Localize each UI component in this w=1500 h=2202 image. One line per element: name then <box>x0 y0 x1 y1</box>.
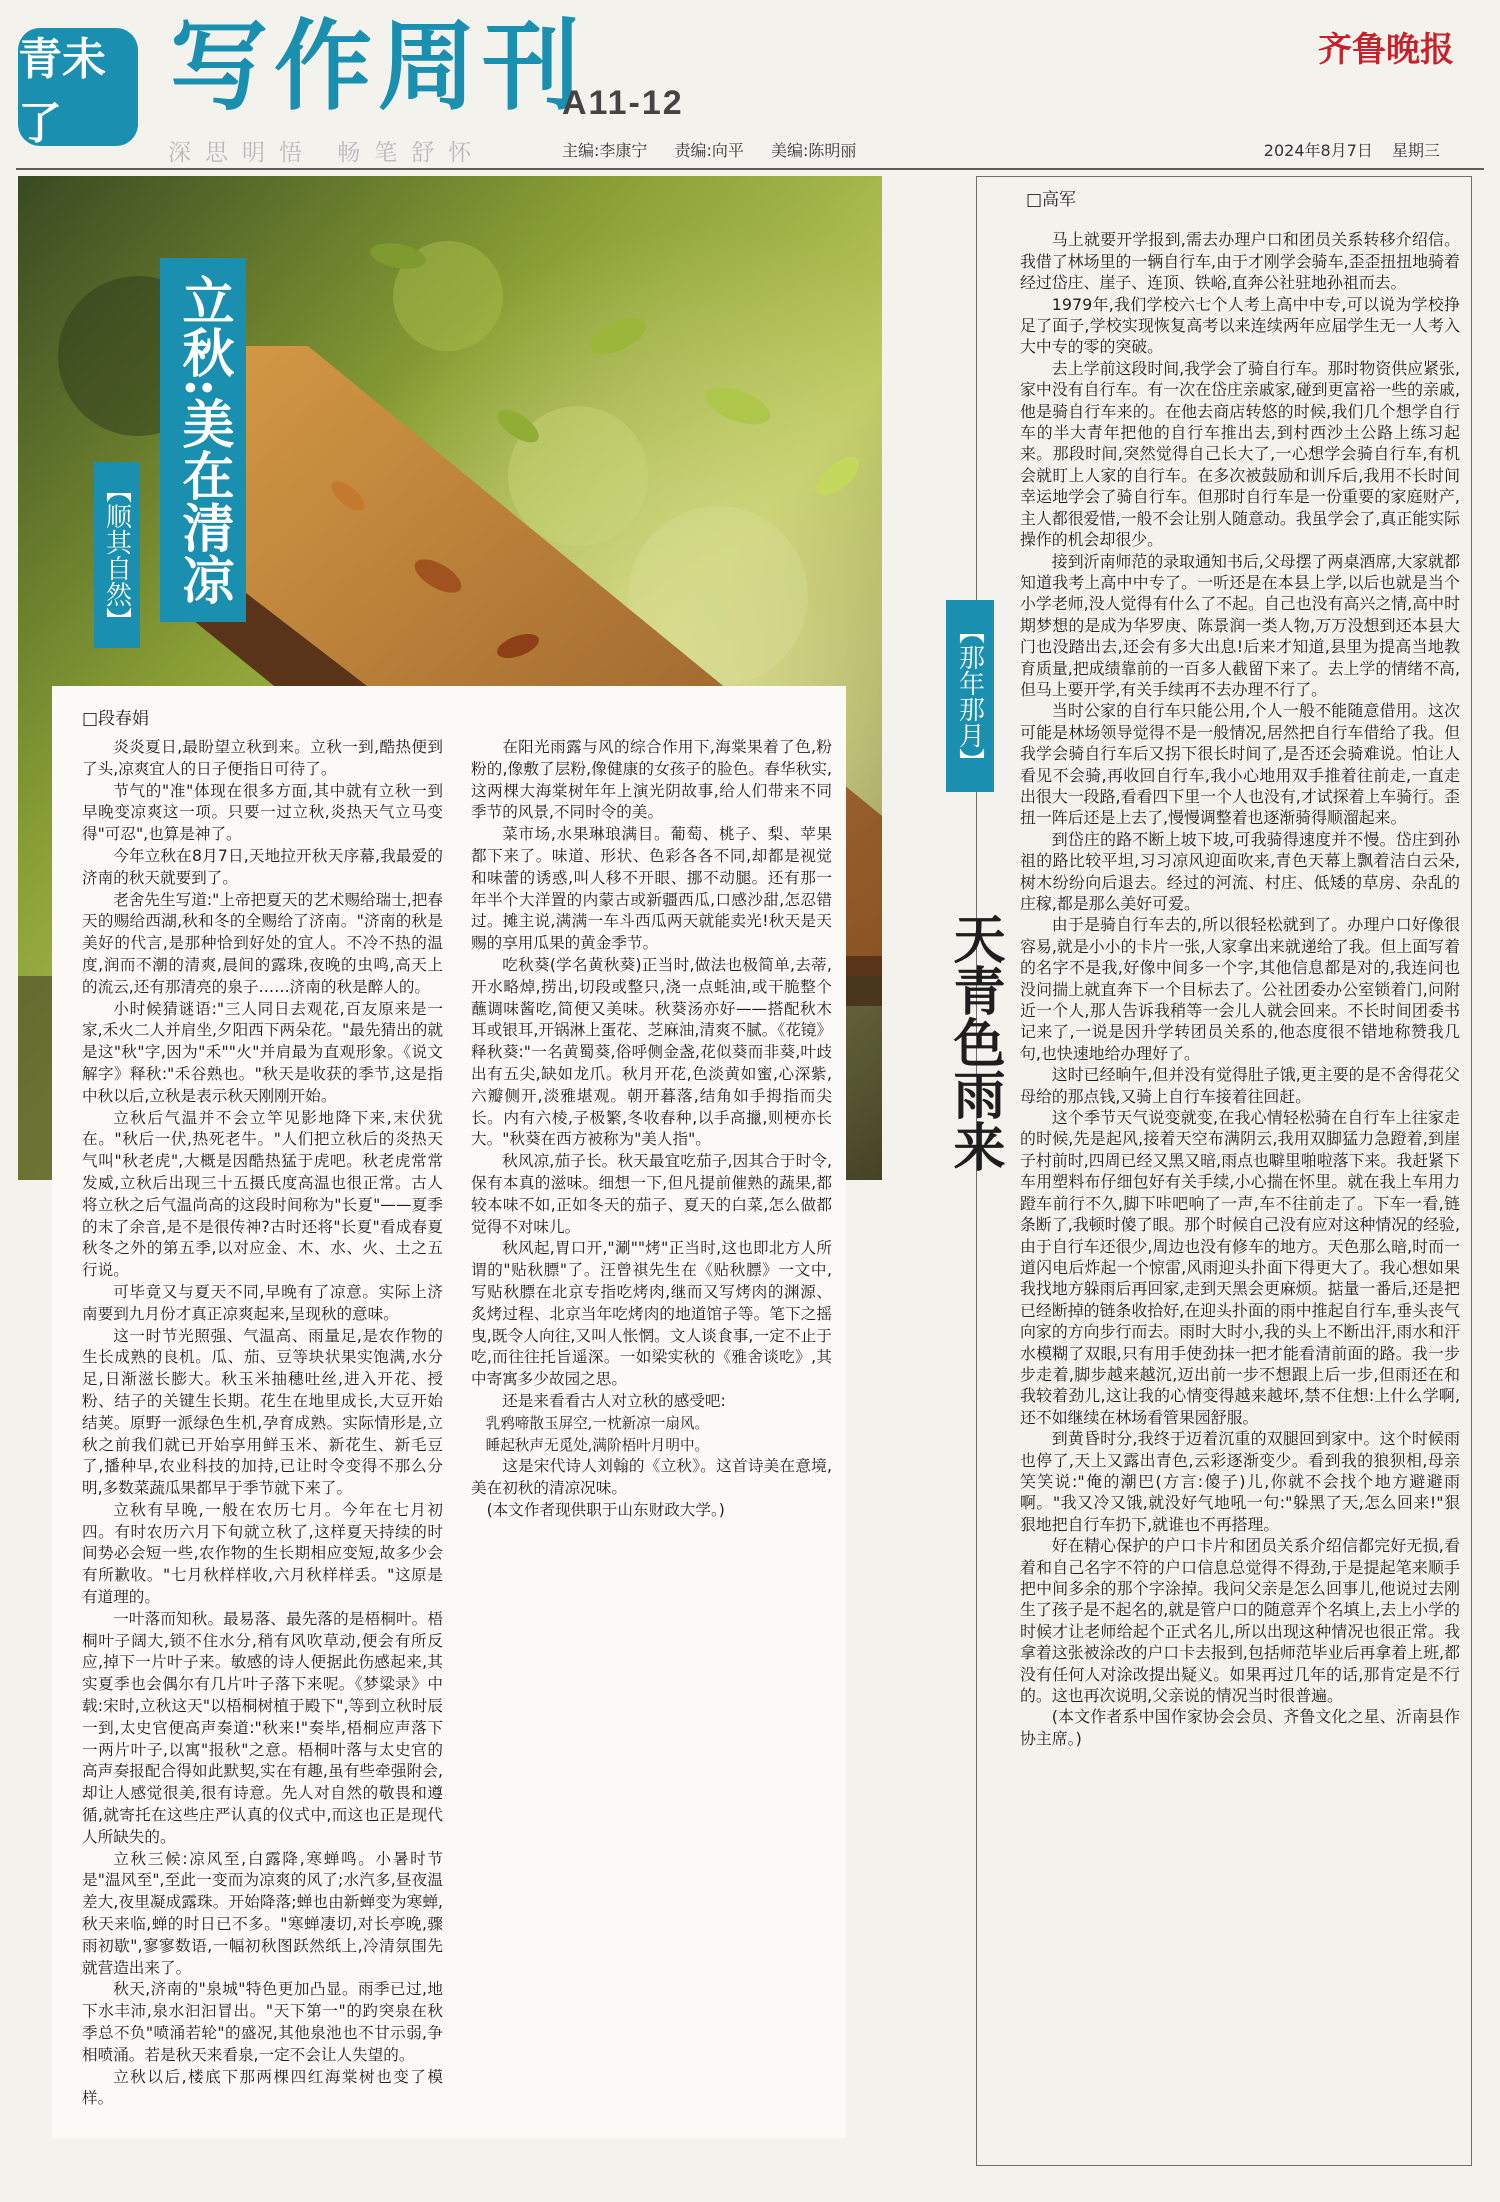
newspaper-name: 齐鲁晚报 <box>1318 30 1454 70</box>
paragraph: 节气的"准"体现在很多方面,其中就有立秋一到早晚变凉爽这一项。只要一过立秋,炎热天气立马变得"可忍",也算是神了。 <box>82 781 443 844</box>
paragraph: 今年立秋在8月7日,天地拉开秋天序幕,我最爱的济南的秋天就要到了。 <box>82 846 443 887</box>
paragraph: 菜市场,水果琳琅满目。葡萄、桃子、梨、苹果都下来了。味道、形状、色彩各各不同,却都是视觉和味蕾的诱惑,叫人移不开眼、挪不动腿。还有那一年半个大洋置的内蒙古或新疆西瓜,口感沙甜,怎忍错过。摊主说,满满一车斗西瓜两天就能卖光!秋天是天赐的享用瓜果的黄金季节。 <box>471 825 832 953</box>
paragraph: 这一时节光照强、气温高、雨量足,是农作物的生长成熟的良机。瓜、茄、豆等块状果实饱满,水分足,日渐滋长膨大。秋玉米抽穗吐丝,进入开花、授粉、结子的关键生长期。花生在地里成长,大豆开始结荚。原野一派绿色生机,孕育成熟。实际情形是,立秋之前我们就已开始享用鲜玉米、新花生、新毛豆了,播种早,农业科技的加持,已让时令变得不那么分明,多数菜蔬瓜果都早于季节就下来了。 <box>82 1326 443 1498</box>
paragraph: 由于是骑自行车去的,所以很轻松就到了。办理户口好像很容易,就是小小的卡片一张,人家拿出来就递给了我。但上面写着的名字不是我,好像中间多一个字,其他信息都是对的,我连问也没问揣上就直奔下一个目标去了。公社团委办公室锁着门,问附近一个人,那人告诉我稍等一会儿人就会回来。不长时间团委书记来了,一说是因升学转团员关系的,他态度很不错地称赞我几句,也快速地给办理好了。 <box>1020 915 1460 1063</box>
paragraph: 这时已经晌午,但并没有觉得肚子饿,更主要的是不舍得花父母给的那点钱,又骑上自行车接着往回赶。 <box>1020 1065 1460 1106</box>
paragraph: 立秋三候:凉风至,白露降,寒蝉鸣。小暑时节是"温风至",至此一变而为凉爽的风了;水汽多,昼夜温差大,夜里凝成露珠。开始降落;蝉也由新蝉变为寒蝉,秋天来临,蝉的时日已不多。"寒蝉凄切,对长亭晚,骤雨初歇",寥寥数语,一幅初秋图跃然纸上,冷清氛围先就营造出来了。 <box>82 1849 443 1977</box>
left-column-tag: 【顺其自然】 <box>94 462 140 648</box>
paragraph: 吃秋葵(学名黄秋葵)正当时,做法也极简单,去蒂,开水略焯,捞出,切段或整只,浇一点蚝油,或干脆整个蘸调味酱吃,简便又美味。秋葵汤亦好——搭配秋木耳或银耳,开锅淋上蛋花、芝麻油,清爽不腻。《花镜》释秋葵:"一名黄蜀葵,俗呼侧金盏,花似葵而非葵,叶歧出有五尖,缺如龙爪。秋月开花,色淡黄如蜜,心深紫,六瓣侧开,淡雅堪观。朝开暮落,结角如手拇指而尖长。内有六棱,子极繁,冬收春种,以手高擸,则梗亦长大。"秋葵在西方被称为"美人指"。 <box>471 955 832 1149</box>
left-article-body <box>82 737 832 2137</box>
left-article-byline: □段春娟 <box>82 709 150 729</box>
responsible-editor-credit: 责编:向平 <box>674 141 744 160</box>
paragraph: 秋风凉,茄子长。秋天最宜吃茄子,因其合于时令,保有本真的滋味。细想一下,但凡提前催熟的蔬果,都较本味不如,正如冬天的茄子、夏天的白菜,怎么做都觉得不对味儿。 <box>471 1152 832 1236</box>
right-article-title: 天青色雨来 <box>944 912 1005 1172</box>
paragraph: 到岱庄的路不断上坡下坡,可我骑得速度并不慢。岱庄到孙祖的路比较平坦,习习凉风迎面吹来,青色天幕上飘着洁白云朵,树木纷纷向后退去。经过的河流、村庄、低矮的草房、杂乱的庄稼,都是那么美好可爱。 <box>1020 829 1460 913</box>
paragraph: 好在精心保护的户口卡片和团员关系介绍信都完好无损,看着和自己名字不符的户口信息总觉得不得劲,于是提起笔来顺手把中间多余的那个字涂掉。我问父亲是怎么回事儿,他说过去刚生了孩子是不起名的,就是管户口的随意弄个名填上,去上小学的时候才让老师给起个正式名儿,所以出现这种情况也很正常。我拿着这张被涂改的户口卡去报到,包括师范毕业后再拿着上班,都没有任何人对涂改提出疑义。如果再过几年的话,那肯定是不行的。这也再次说明,父亲说的情况当时很普遍。 <box>1020 1536 1460 1706</box>
right-article <box>1020 190 1460 2160</box>
paragraph: 1979年,我们学校六七个人考上高中中专,可以说为学校挣足了面子,学校实现恢复高考以来连续两年应届学生无一人考入大中专的零的突破。 <box>1020 294 1460 357</box>
paragraph: 一叶落而知秋。最易落、最先落的是梧桐叶。梧桐叶子阔大,锁不住水分,稍有风吹草动,便会有所反应,掉下一片叶子来。敏感的诗人便据此伤感起来,其实夏季也会偶尔有几片叶子落下来呢。《梦粱录》中载:宋时,立秋这天"以梧桐树植于殿下",等到立秋时辰一到,太史官便高声奏道:"秋来!"奏毕,梧桐应声落下一两片叶子,以寓"报秋"之意。梧桐叶落与太史官的高声奏报配合得如此默契,实在有趣,虽有些牵强附会,却让人感觉很美,很有诗意。先人对自然的敬畏和遵循,就寄托在这些庄严认真的仪式中,而这也正是现代人所缺失的。 <box>82 1609 443 1846</box>
poem-line: 睡起秋声无觅处,满阶梧叶月明中。 <box>485 1436 710 1454</box>
paragraph: 小时候猜谜语:"三人同日去观花,百友原来是一家,禾火二人并肩坐,夕阳西下两朵花。"最先猜出的就是这"秋"字,因为"禾""火"并肩最为直观形象。《说文解字》释秋:"禾谷熟也。"秋天是收获的季节,这是指中秋以后,立秋是表示秋天刚刚开始。 <box>82 999 443 1105</box>
editor-credits <box>562 138 878 161</box>
paragraph: 马上就要开学报到,需去办理户口和团员关系转移介绍信。我借了林场里的一辆自行车,由于才刚学会骑车,歪歪扭扭地骑着经过岱庄、崖子、连顶、铁峪,直奔公社驻地孙祖而去。 <box>1020 230 1460 293</box>
paragraph: 立秋后气温并不会立竿见影地降下来,末伏犹在。"秋后一伏,热死老牛。"人们把立秋后的炎热天气叫"秋老虎",大概是因酷热猛于虎吧。秋老虎常常发威,立秋后出现三十五摄氏度高温也很正常。古人将立秋之后气温尚高的这段时间称为"长夏"——夏季的末了余音,是不是很传神?古时还将"长夏"看成春夏秋冬之外的第五季,以对应金、木、水、火、土之五行说。 <box>82 1108 443 1280</box>
editor-credit: 主编:李康宁 <box>562 141 648 160</box>
slogan: 深思明悟 畅笔舒怀 <box>168 140 486 166</box>
paragraph: 可毕竟又与夏天不同,早晚有了凉意。实际上济南要到九月份才真正凉爽起来,呈现秋的意味。 <box>82 1282 443 1323</box>
paragraph: 这个季节天气说变就变,在我心情轻松骑在自行车上往家走的时候,先是起风,接着天空布满阴云,我用双脚猛力急蹬着,到崖子村前时,四周已经又黑又暗,雨点也噼里啪啦落下来。我赶紧下车用塑料布仔细包好有关手续,小心揣在怀里。就在我上车用力蹬车前行不久,脚下咔吧响了一声,车不往前走了。下车一看,链条断了,我顿时傻了眼。那个时候自己没有应对这种情况的经验,由于自行车还很少,周边也没有修车的地方。天色那么暗,时而一道闪电后炸起一个惊雷,风雨迎头扑面下得更大了。我心想如果我找地方躲雨后再回家,走到天黑会更麻烦。掂量一番后,还是把已经断掉的链条收拾好,在迎头扑面的雨中推起自行车,垂头丧气向家的方向步行而去。雨时大时小,我的头上不断出汗,雨水和汗水模糊了双眼,只有用手使劲抹一把才能看清前面的路。我一步步走着,脚步越来越沉,迈出前一步不想跟上后一步,但雨还在和我较着劲儿,这让我的心情变得越来越坏,禁不住想:上什么学啊,还不如继续在林场看管果园舒服。 <box>1020 1108 1460 1427</box>
paragraph: 接到沂南师范的录取通知书后,父母摆了两桌酒席,大家就都知道我考上高中中专了。一听还是在本县上学,以后也就是当个小学老师,没人觉得有什么了不起。自己也没有高兴之情,高中时期梦想的是成为华罗庚、陈景润一类人物,万万没想到还本县大门也没踏出去,还会有多大出息!后来才知道,县里为提高当地教育质量,把成绩靠前的一百多人截留下来了。去上学的情绪不高,但马上要开学,有关手续再不去办理不行了。 <box>1020 551 1460 699</box>
page-title: 写作周刊 <box>170 10 587 124</box>
paragraph: 秋风起,胃口开,"涮""烤"正当时,这也即北方人所谓的"贴秋膘"了。汪曾祺先生在《贴秋膘》一文中,写贴秋膘在北京专指吃烤肉,继而又写烤肉的渊源、炙烤过程、北京当年吃烤肉的地道馆子等。笔下之摇曳,既令人向往,又叫人怅惘。文人谈食事,一定不止于吃,而往往托旨遥深。一如梁实秋的《雅舍谈吃》,其中寄寓多少故园之思。 <box>471 1239 832 1389</box>
issue-weekday: 星期三 <box>1391 141 1440 160</box>
right-column-tag: 【那年那月】 <box>946 600 994 792</box>
paragraph: 老舍先生写道:"上帝把夏天的艺术赐给瑞士,把春天的赐给西湖,秋和冬的全赐给了济南。"济南的秋是美好的代言,是那种恰到好处的宜人。不冷不热的温度,润而不潮的清爽,晨间的露珠,夜晚的虫鸣,高天上的流云,还有那清亮的泉子……济南的秋是醉人的。 <box>82 890 443 996</box>
paragraph: 还是来看看古人对立秋的感受吧: <box>502 1391 726 1410</box>
poem-line: 乳鸦啼散玉屏空,一枕新凉一扇风。 <box>485 1414 710 1432</box>
paragraph: 立秋以后,楼底下那两棵四红海棠树也变了模样。 <box>82 2067 443 2108</box>
paragraph: 当时公家的自行车只能公用,个人一般不能随意借用。这次可能是林场领导觉得不是一般情况,居然把自行车借给了我。但我学会骑自行车后又拐下很长时间了,是否还会骑难说。怕让人看见不会骑,再收回自行车,我小心地用双手推着往前走,一直走出很大一段路,看看四下里一个人也没有,才试探着上车骑行。歪扭一阵后还是上去了,慢慢调整着也逐渐骑得顺溜起来。 <box>1020 701 1460 828</box>
paragraph: 炎炎夏日,最盼望立秋到来。立秋一到,酷热便到了头,凉爽宜人的日子便指日可待了。 <box>82 738 443 778</box>
paragraph: 这是宋代诗人刘翰的《立秋》。这首诗美在意境,美在初秋的清凉况味。 <box>471 1457 832 1498</box>
paragraph: 到黄昏时分,我终于迈着沉重的双腿回到家中。这个时候雨也停了,天上又露出青色,云彩逐渐变少。看到我的狼狈相,母亲笑笑说:"俺的潮巴(方言:傻子)儿,你就不会找个地方避避雨啊。"我又冷又饿,就没好气地吼一句:"躲黑了天,怎么回来!"狠狠地把自行车扔下,就谁也不再搭理。 <box>1020 1429 1460 1534</box>
paragraph: 秋天,济南的"泉城"特色更加凸显。雨季已过,地下水丰沛,泉水汩汩冒出。"天下第一"的趵突泉在秋季总不负"喷涌若轮"的盛况,其他泉池也不甘示弱,争相喷涌。若是秋天来看泉,一定不会让人失望的。 <box>82 1980 443 2064</box>
paragraph: 立秋有早晚,一般在农历七月。今年在七月初四。有时农历六月下旬就立秋了,这样夏天持续的时间势必会短一些,农作物的生长期相应变短,故多少会有所歉收。"七月秋样样收,六月秋样样丢。"这原是有道理的。 <box>82 1500 443 1607</box>
paragraph: 在阳光雨露与风的综合作用下,海棠果着了色,粉粉的,像敷了层粉,像健康的女孩子的脸色。春华秋实,这两棵大海棠树年年上演光阴故事,给人们带来不同季节的风景,不同时令的美。 <box>471 738 832 822</box>
issue-date: 2024年8月7日 <box>1263 141 1373 160</box>
left-article <box>52 686 846 2138</box>
left-article-title: 立秋:美在清凉 <box>160 258 246 622</box>
right-article-byline: □高军 <box>1026 190 1077 210</box>
author-note: (本文作者现供职于山东财政大学。) <box>486 1500 725 1519</box>
author-note: (本文作者系中国作家协会会员、齐鲁文化之星、沂南县作协主席。) <box>1020 1707 1460 1748</box>
dateline <box>1250 138 1440 161</box>
art-editor-credit: 美编:陈明丽 <box>771 141 857 160</box>
header-divider <box>16 168 1484 170</box>
paragraph: 去上学前这段时间,我学会了骑自行车。那时物资供应紧张,家中没有自行车。有一次在岱庄亲戚家,碰到更富裕一些的亲戚,他是骑自行车来的。在他去商店转悠的时候,我们几个想学自行车的半大青年把他的自行车推出去,到村西沙土公路上练习起来。那段时间,突然觉得自己长大了,一心想学会骑自行车,有机会就盯上人家的自行车。在多次被鼓励和训斥后,我用不长时间幸运地学会了骑自行车。但那时自行车是一份重要的家庭财产,主人都很爱惜,一般不会让别人随意动。我虽学会了,真正能实际操作的机会却很少。 <box>1020 358 1460 550</box>
page-number: A11-12 <box>562 84 684 122</box>
brand-logo: 青未了 <box>18 28 138 146</box>
